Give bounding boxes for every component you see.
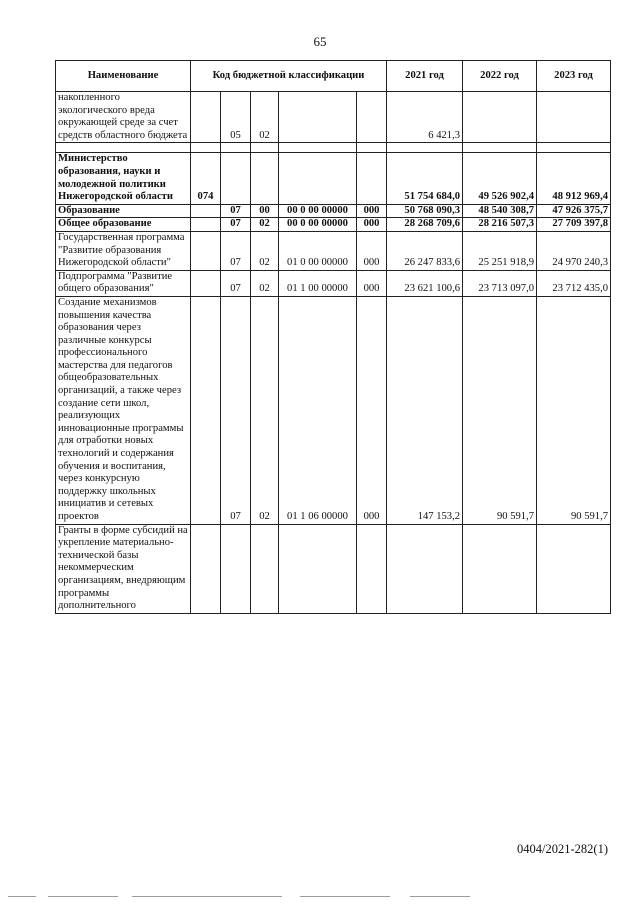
row-section xyxy=(221,524,251,613)
row-subsection: 02 xyxy=(251,231,279,270)
row-2021: 23 621 100,6 xyxy=(387,270,463,296)
row-section: 05 xyxy=(221,92,251,143)
row-ministry: 074 xyxy=(191,153,221,204)
row-ministry xyxy=(191,270,221,296)
header-2022: 2022 год xyxy=(463,61,537,92)
header-name: Наименование xyxy=(56,61,191,92)
row-article: 01 1 00 00000 xyxy=(279,270,357,296)
row-name: Министерство образования, науки и молодежной политики Нижегородской области xyxy=(56,153,191,204)
row-2021: 147 153,2 xyxy=(387,296,463,524)
row-name: Подпрограмма "Развитие общего образования" xyxy=(56,270,191,296)
row-name: Создание механизмов повышения качества образования через различные конкурсы профессионального мастерства для педагогов общеобразовательных организаций, а также через создание сети школ, реализующих инновационные программы для отработки новых технологий и содержания обучения и воспитания, через конкурсную поддержку школьных инициатив и сетевых проектов xyxy=(56,296,191,524)
row-2023: 90 591,7 xyxy=(537,296,611,524)
table-row xyxy=(56,92,611,143)
header-2021: 2021 год xyxy=(387,61,463,92)
table-row xyxy=(56,270,611,296)
row-2022: 48 540 308,7 xyxy=(463,204,537,218)
row-2023: 24 970 240,3 xyxy=(537,231,611,270)
row-subsection xyxy=(251,153,279,204)
table-row xyxy=(56,218,611,232)
row-name: Общее образование xyxy=(56,218,191,232)
row-expense: 000 xyxy=(357,218,387,232)
row-2023: 23 712 435,0 xyxy=(537,270,611,296)
row-ministry xyxy=(191,204,221,218)
header-code: Код бюджетной классификации xyxy=(191,61,387,92)
row-2023 xyxy=(537,524,611,613)
row-ministry xyxy=(191,218,221,232)
row-article: 00 0 00 00000 xyxy=(279,218,357,232)
row-expense xyxy=(357,153,387,204)
row-ministry xyxy=(191,524,221,613)
row-article xyxy=(279,524,357,613)
document-code: 0404/2021-282(1) xyxy=(517,842,608,856)
row-2021: 28 268 709,6 xyxy=(387,218,463,232)
row-2021: 26 247 833,6 xyxy=(387,231,463,270)
row-name: Государственная программа "Развитие образования Нижегородской области" xyxy=(56,231,191,270)
row-2022: 49 526 902,4 xyxy=(463,153,537,204)
row-2022: 23 713 097,0 xyxy=(463,270,537,296)
row-subsection: 02 xyxy=(251,92,279,143)
spacer-row xyxy=(56,143,611,153)
row-article: 01 1 06 00000 xyxy=(279,296,357,524)
page-number: 65 xyxy=(313,34,327,49)
row-2021: 51 754 684,0 xyxy=(387,153,463,204)
row-expense: 000 xyxy=(357,231,387,270)
row-2023: 47 926 375,7 xyxy=(537,204,611,218)
row-expense xyxy=(357,92,387,143)
row-expense xyxy=(357,524,387,613)
row-2022: 25 251 918,9 xyxy=(463,231,537,270)
table-header-row xyxy=(56,61,611,92)
row-2023: 48 912 969,4 xyxy=(537,153,611,204)
row-2022: 28 216 507,3 xyxy=(463,218,537,232)
row-subsection: 00 xyxy=(251,204,279,218)
scan-artifact-marks xyxy=(0,896,640,900)
row-article: 00 0 00 00000 xyxy=(279,204,357,218)
row-subsection: 02 xyxy=(251,270,279,296)
header-2023: 2023 год xyxy=(537,61,611,92)
row-section: 07 xyxy=(221,204,251,218)
row-article xyxy=(279,92,357,143)
row-expense: 000 xyxy=(357,270,387,296)
row-section: 07 xyxy=(221,270,251,296)
row-2023 xyxy=(537,92,611,143)
row-ministry xyxy=(191,92,221,143)
row-name: накопленного экологического вреда окружающей среде за счет средств областного бюджета xyxy=(56,92,191,143)
row-article xyxy=(279,153,357,204)
row-article: 01 0 00 00000 xyxy=(279,231,357,270)
table-row xyxy=(56,204,611,218)
row-name: Гранты в форме субсидий на укрепление материально-технической базы некоммерческим организациям, внедряющим программы дополнительного xyxy=(56,524,191,613)
row-section: 07 xyxy=(221,296,251,524)
row-2021: 6 421,3 xyxy=(387,92,463,143)
row-subsection: 02 xyxy=(251,218,279,232)
row-ministry xyxy=(191,296,221,524)
row-2022: 90 591,7 xyxy=(463,296,537,524)
row-ministry xyxy=(191,231,221,270)
row-name: Образование xyxy=(56,204,191,218)
row-2022 xyxy=(463,92,537,143)
budget-table xyxy=(55,60,611,614)
row-2022 xyxy=(463,524,537,613)
row-section: 07 xyxy=(221,218,251,232)
table-row xyxy=(56,231,611,270)
row-subsection: 02 xyxy=(251,296,279,524)
row-2023: 27 709 397,8 xyxy=(537,218,611,232)
row-expense: 000 xyxy=(357,296,387,524)
row-section: 07 xyxy=(221,231,251,270)
row-2021: 50 768 090,3 xyxy=(387,204,463,218)
table-row xyxy=(56,153,611,204)
row-2021 xyxy=(387,524,463,613)
row-subsection xyxy=(251,524,279,613)
row-section xyxy=(221,153,251,204)
table-row xyxy=(56,296,611,524)
row-expense: 000 xyxy=(357,204,387,218)
table-row xyxy=(56,524,611,613)
